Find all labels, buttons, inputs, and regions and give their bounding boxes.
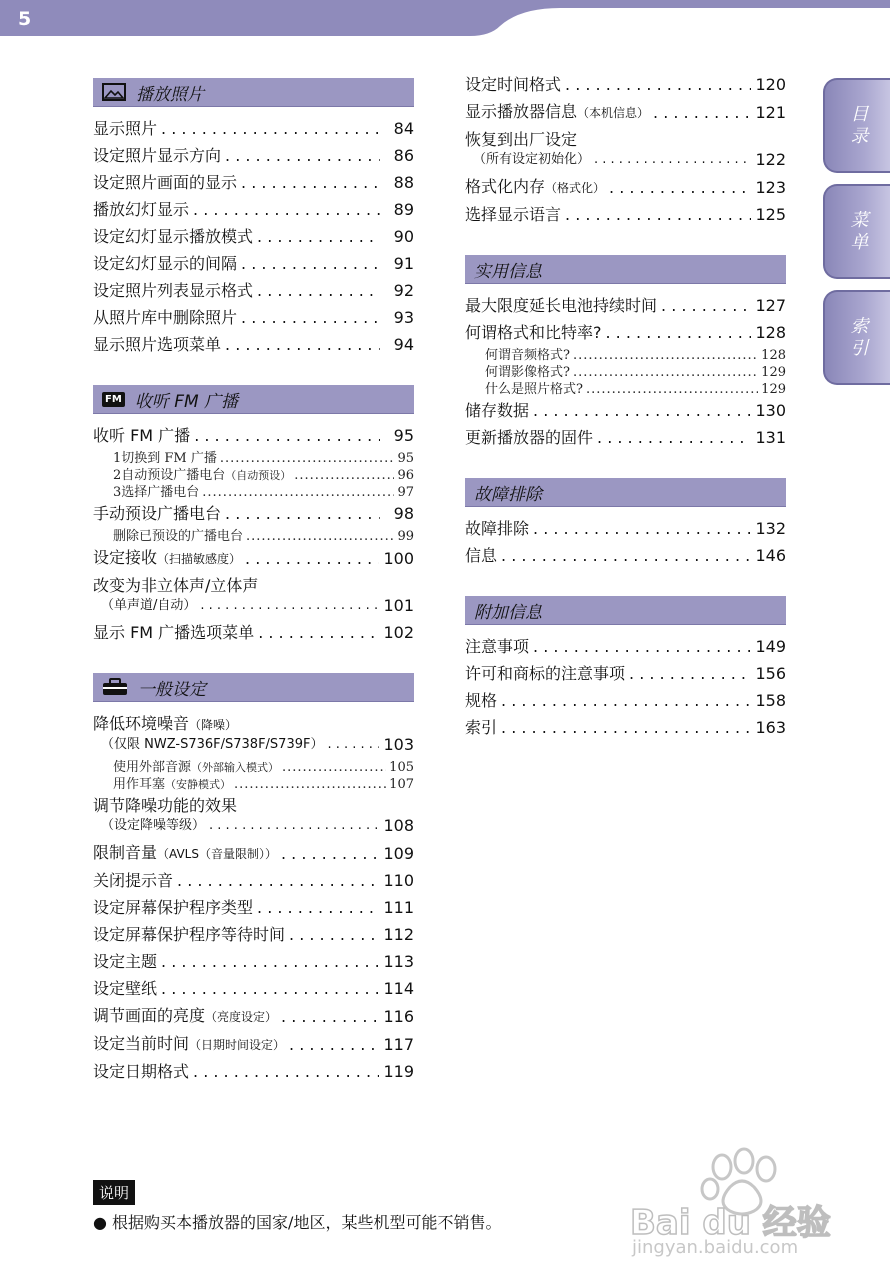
toc-page-number: 116 (383, 1007, 414, 1026)
leader-dots (501, 691, 751, 711)
toc-page-number: 111 (383, 898, 414, 917)
toc-entry-text: 更新播放器的固件 (465, 428, 594, 447)
leader-dots (234, 776, 386, 793)
leader-dots (501, 718, 751, 738)
leader-dots (177, 871, 379, 891)
section-title: 故障排除 (474, 484, 542, 505)
toc-entry-text: 设定照片列表显示格式 (93, 281, 254, 300)
toc-subentry-text: 3选择广播电台 (113, 485, 200, 500)
leader-dots (294, 467, 394, 484)
leader-dots (533, 401, 751, 421)
toc-entry[interactable] (93, 251, 414, 278)
tab-menu-label: 菜单 (847, 209, 869, 254)
toc-entry[interactable] (93, 501, 414, 528)
toc-entry-text: 显示照片选项菜单 (93, 335, 222, 354)
toc-page-number: 112 (383, 925, 414, 944)
toc-page-number: 96 (397, 468, 414, 483)
toc-entry-text: 设定幻灯显示播放模式 (93, 227, 254, 246)
leader-dots (565, 205, 751, 225)
toc-entry[interactable] (93, 620, 414, 647)
toc-page-number: 120 (755, 75, 786, 94)
toc-entry-text: 限制音量（AVLS（音量限制）） (93, 843, 277, 862)
toc-page-number: 90 (393, 227, 414, 246)
toc-entry-text: 设定照片显示方向 (93, 146, 222, 165)
toc-entry[interactable] (465, 174, 786, 202)
toc-entry-text: 规格 (465, 691, 498, 710)
toc-page-number: 88 (393, 173, 414, 192)
toc-entry[interactable] (93, 711, 414, 759)
toc-entry[interactable] (465, 72, 786, 99)
leader-dots (281, 1007, 379, 1027)
toc-page-number: 99 (397, 529, 414, 544)
leader-dots (597, 428, 751, 448)
leader-dots (257, 281, 380, 301)
toc-entry-text: 设定时间格式 (465, 75, 562, 94)
toc-entry-text: 设定接收（扫描敏感度） (93, 548, 242, 567)
toc-entry[interactable] (93, 1059, 414, 1086)
toc-page-number: 129 (761, 382, 786, 397)
toc-subentry-text: 什么是照片格式? (485, 382, 583, 397)
toc-subentry[interactable] (93, 759, 414, 776)
toc-entry[interactable] (93, 573, 414, 620)
toc-entry[interactable] (465, 516, 786, 543)
toc-entry[interactable] (93, 1031, 414, 1059)
toc-entry[interactable] (93, 976, 414, 1003)
toc-entry-text: 设定壁纸 (93, 979, 158, 998)
toc-entry-text: 许可和商标的注意事项 (465, 664, 626, 683)
toc-page-number: 128 (755, 323, 786, 342)
toc-entry[interactable] (93, 949, 414, 976)
toc-entry[interactable] (93, 143, 414, 170)
toc-page-number: 110 (383, 871, 414, 890)
toc-page-number: 97 (397, 485, 414, 500)
toc-subentry-text: 使用外部音源（外部输入模式） (113, 760, 280, 775)
leader-dots (594, 150, 751, 170)
toc-entry-text: 调节降噪功能的效果 (93, 796, 238, 815)
section-header (465, 478, 786, 507)
toc-entry[interactable] (465, 127, 786, 174)
toc-entry-note: （仅限 NWZ-S736F/S738F/S739F） (101, 737, 324, 752)
toc-entry-text: 故障排除 (465, 519, 530, 538)
tab-contents-label: 目录 (847, 103, 869, 148)
section-header (465, 255, 786, 284)
toc-entry[interactable] (465, 715, 786, 742)
toc-entry-text: 设定屏幕保护程序等待时间 (93, 925, 286, 944)
leader-dots (327, 735, 379, 755)
toc-entry[interactable] (465, 202, 786, 229)
fm-icon: FM (102, 392, 125, 407)
leader-dots (289, 925, 379, 945)
leader-dots (246, 528, 394, 545)
leader-dots (161, 119, 380, 139)
leader-dots (225, 504, 380, 524)
leader-dots (661, 296, 751, 316)
leader-dots (241, 173, 380, 193)
toc-entry-text: 储存数据 (465, 401, 530, 420)
leader-dots (241, 254, 380, 274)
leader-dots (573, 364, 758, 381)
toc-subentry[interactable] (93, 776, 414, 793)
leader-dots (257, 898, 379, 918)
toc-entry-note: （设定降噪等级） (101, 818, 206, 833)
toc-page-number: 119 (383, 1062, 414, 1081)
note-text: ● 根据购买本播放器的国家/地区，某些机型可能不销售。 (93, 1213, 502, 1232)
toc-subentry[interactable] (465, 364, 786, 381)
toc-entry-text: 显示播放器信息（本机信息） (465, 102, 650, 121)
toc-page-number: 94 (393, 335, 414, 354)
toc-page-number: 84 (393, 119, 414, 138)
toc-entry-text: 格式化内存（格式化） (465, 177, 606, 196)
toc-entry[interactable] (465, 320, 786, 347)
toc-page-number: 109 (383, 844, 414, 863)
toc-entry[interactable] (93, 840, 414, 868)
note-label: 说明 (93, 1180, 135, 1205)
toc-page-number: 123 (755, 178, 786, 197)
leader-dots (586, 381, 758, 398)
toc-entry[interactable] (93, 895, 414, 922)
toc-entry[interactable] (465, 425, 786, 452)
section-title: 收听 FM 广播 (134, 391, 239, 412)
toc-entry-text: 设定幻灯显示的间隔 (93, 254, 238, 273)
section-header (93, 385, 414, 414)
toc-subentry-text: 2自动预设广播电台（自动预设） (113, 468, 292, 483)
toc-entry-text: 最大限度延长电池持续时间 (465, 296, 658, 315)
toc-entry-text: 设定屏幕保护程序类型 (93, 898, 254, 917)
toc-page-number: 146 (755, 546, 786, 565)
toc-page-number: 86 (393, 146, 414, 165)
section-header (465, 596, 786, 625)
leader-dots (257, 227, 380, 247)
toc-entry[interactable] (465, 293, 786, 320)
top-banner-shape (0, 0, 890, 36)
toc-entry[interactable] (93, 423, 414, 450)
toc-entry-text: 设定主题 (93, 952, 158, 971)
tab-menu[interactable] (823, 184, 890, 279)
toc-page-number: 129 (761, 365, 786, 380)
top-banner (0, 0, 890, 36)
toc-subentry[interactable] (93, 450, 414, 467)
leader-dots (629, 664, 751, 684)
toc-subentry-text: 何谓影像格式? (485, 365, 570, 380)
toc-page-number: 105 (389, 760, 414, 775)
toc-entry[interactable] (93, 170, 414, 197)
toc-subentry[interactable] (93, 467, 414, 484)
toc-entry-text: 信息 (465, 546, 498, 565)
toc-left-column (93, 78, 414, 1086)
leader-dots (565, 75, 751, 95)
leader-dots (194, 426, 380, 446)
toc-page-number: 125 (755, 205, 786, 224)
leader-dots (225, 146, 380, 166)
toc-page-number: 163 (755, 718, 786, 737)
leader-dots (501, 546, 751, 566)
leader-dots (193, 1062, 379, 1082)
leader-dots (573, 347, 758, 364)
toc-entry[interactable] (93, 116, 414, 143)
toc-entry-text: 手动预设广播电台 (93, 504, 222, 523)
leader-dots (606, 323, 752, 343)
leader-dots (258, 623, 379, 643)
photo-icon (102, 83, 126, 101)
toc-subentry[interactable] (93, 528, 414, 545)
toc-entry[interactable] (465, 543, 786, 570)
leader-dots (161, 979, 379, 999)
leader-dots (289, 1035, 379, 1055)
section-title: 实用信息 (474, 261, 542, 282)
toc-page-number: 113 (383, 952, 414, 971)
leader-dots (200, 596, 379, 616)
section-title: 播放照片 (136, 84, 204, 105)
toc-entry-text: 调节画面的亮度（亮度设定） (93, 1006, 278, 1025)
toc-entry[interactable] (93, 224, 414, 251)
toc-page-number: 132 (755, 519, 786, 538)
toc-entry[interactable] (93, 305, 414, 332)
toc-page-number: 108 (383, 816, 414, 835)
toc-subentry-text: 1切换到 FM 广播 (113, 451, 217, 466)
toc-page-number: 130 (755, 401, 786, 420)
toc-entry-text: 关闭提示音 (93, 871, 174, 890)
toc-entry[interactable] (465, 661, 786, 688)
toc-entry-text: 收听 FM 广播 (93, 426, 191, 445)
leader-dots (220, 450, 395, 467)
page-number: 5 (18, 8, 32, 30)
toc-page-number: 131 (755, 428, 786, 447)
toc-subentry-text: 何谓音频格式? (485, 348, 570, 363)
toc-page-number: 114 (383, 979, 414, 998)
toc-page-number: 92 (393, 281, 414, 300)
tab-index-label: 索引 (847, 315, 869, 360)
toc-page-number: 107 (389, 777, 414, 792)
toc-entry-text: 显示 FM 广播选项菜单 (93, 623, 255, 642)
toc-entry-text: 降低环境噪音（降噪） (93, 714, 238, 733)
toc-subentry-text: 用作耳塞（安静模式） (113, 777, 232, 792)
leader-dots (209, 816, 379, 836)
section-header (93, 78, 414, 107)
leader-dots (193, 200, 380, 220)
watermark-url: jingyan.baidu.com (632, 1237, 799, 1258)
toc-entry[interactable] (465, 99, 786, 127)
toc-entry[interactable] (93, 793, 414, 840)
leader-dots (245, 549, 379, 569)
leader-dots (533, 637, 751, 657)
toc-page-number: 93 (393, 308, 414, 327)
toc-entry[interactable] (465, 688, 786, 715)
section-title: 一般设定 (138, 679, 206, 700)
section-header (93, 673, 414, 702)
toc-entry-text: 注意事项 (465, 637, 530, 656)
leader-dots (533, 519, 751, 539)
toc-page-number: 127 (755, 296, 786, 315)
toc-entry-text: 设定照片画面的显示 (93, 173, 238, 192)
toc-entry-text: 显示照片 (93, 119, 158, 138)
toc-entry[interactable] (93, 545, 414, 573)
leader-dots (282, 759, 386, 776)
toc-entry-text: 播放幻灯显示 (93, 200, 190, 219)
leader-dots (161, 952, 379, 972)
side-tabs (823, 78, 890, 396)
toc-entry[interactable] (465, 634, 786, 661)
tab-contents[interactable] (823, 78, 890, 173)
toc-page-number: 101 (383, 596, 414, 615)
toc-entry-text: 改变为非立体声/立体声 (93, 576, 259, 595)
toc-page-number: 100 (383, 549, 414, 568)
toc-page-number: 149 (755, 637, 786, 656)
note-body: 根据购买本播放器的国家/地区，某些机型可能不销售。 (112, 1213, 502, 1232)
toc-entry[interactable] (93, 922, 414, 949)
toc-entry-note: （单声道/自动） (101, 598, 197, 613)
toc-entry-text: 何谓格式和比特率? (465, 323, 602, 342)
leader-dots (653, 103, 751, 123)
tab-index[interactable] (823, 290, 890, 385)
toc-page-number: 128 (761, 348, 786, 363)
toc-page-number: 89 (393, 200, 414, 219)
leader-dots (202, 484, 394, 501)
watermark-brand: Bai du 经验 (630, 1203, 831, 1243)
toc-entry[interactable] (93, 1003, 414, 1031)
toc-entry[interactable] (93, 332, 414, 359)
watermark (630, 1145, 870, 1270)
toc-entry[interactable] (93, 868, 414, 895)
toc-page-number: 95 (393, 426, 414, 445)
toc-entry-note: （所有设定初始化） (473, 152, 591, 167)
toc-page-number: 156 (755, 664, 786, 683)
toc-subentry[interactable] (93, 484, 414, 501)
toolbox-icon (102, 678, 128, 696)
toc-page-number: 98 (393, 504, 414, 523)
toc-entry-text: 从照片库中删除照片 (93, 308, 238, 327)
toc-subentry-text: 删除已预设的广播电台 (113, 529, 244, 544)
toc-entry-text: 设定当前时间（日期时间设定） (93, 1034, 286, 1053)
toc-page-number: 122 (755, 150, 786, 169)
section-title: 附加信息 (474, 602, 542, 623)
leader-dots (281, 844, 379, 864)
toc-entry-text: 选择显示语言 (465, 205, 562, 224)
toc-page-number: 102 (383, 623, 414, 642)
leader-dots (225, 335, 380, 355)
toc-entry[interactable] (93, 278, 414, 305)
toc-page-number: 95 (397, 451, 414, 466)
toc-entry-text: 恢复到出厂设定 (465, 130, 578, 149)
toc-entry-text: 设定日期格式 (93, 1062, 190, 1081)
toc-page-number: 117 (383, 1035, 414, 1054)
leader-dots (609, 178, 751, 198)
toc-entry-text: 索引 (465, 718, 498, 737)
toc-right-column (465, 72, 786, 742)
toc-subentry[interactable] (465, 381, 786, 398)
toc-subentry[interactable] (465, 347, 786, 364)
toc-page-number: 158 (755, 691, 786, 710)
toc-page-number: 121 (755, 103, 786, 122)
toc-entry[interactable] (93, 197, 414, 224)
toc-page-number: 103 (383, 735, 414, 754)
leader-dots (241, 308, 380, 328)
toc-page-number: 91 (393, 254, 414, 273)
toc-entry[interactable] (465, 398, 786, 425)
